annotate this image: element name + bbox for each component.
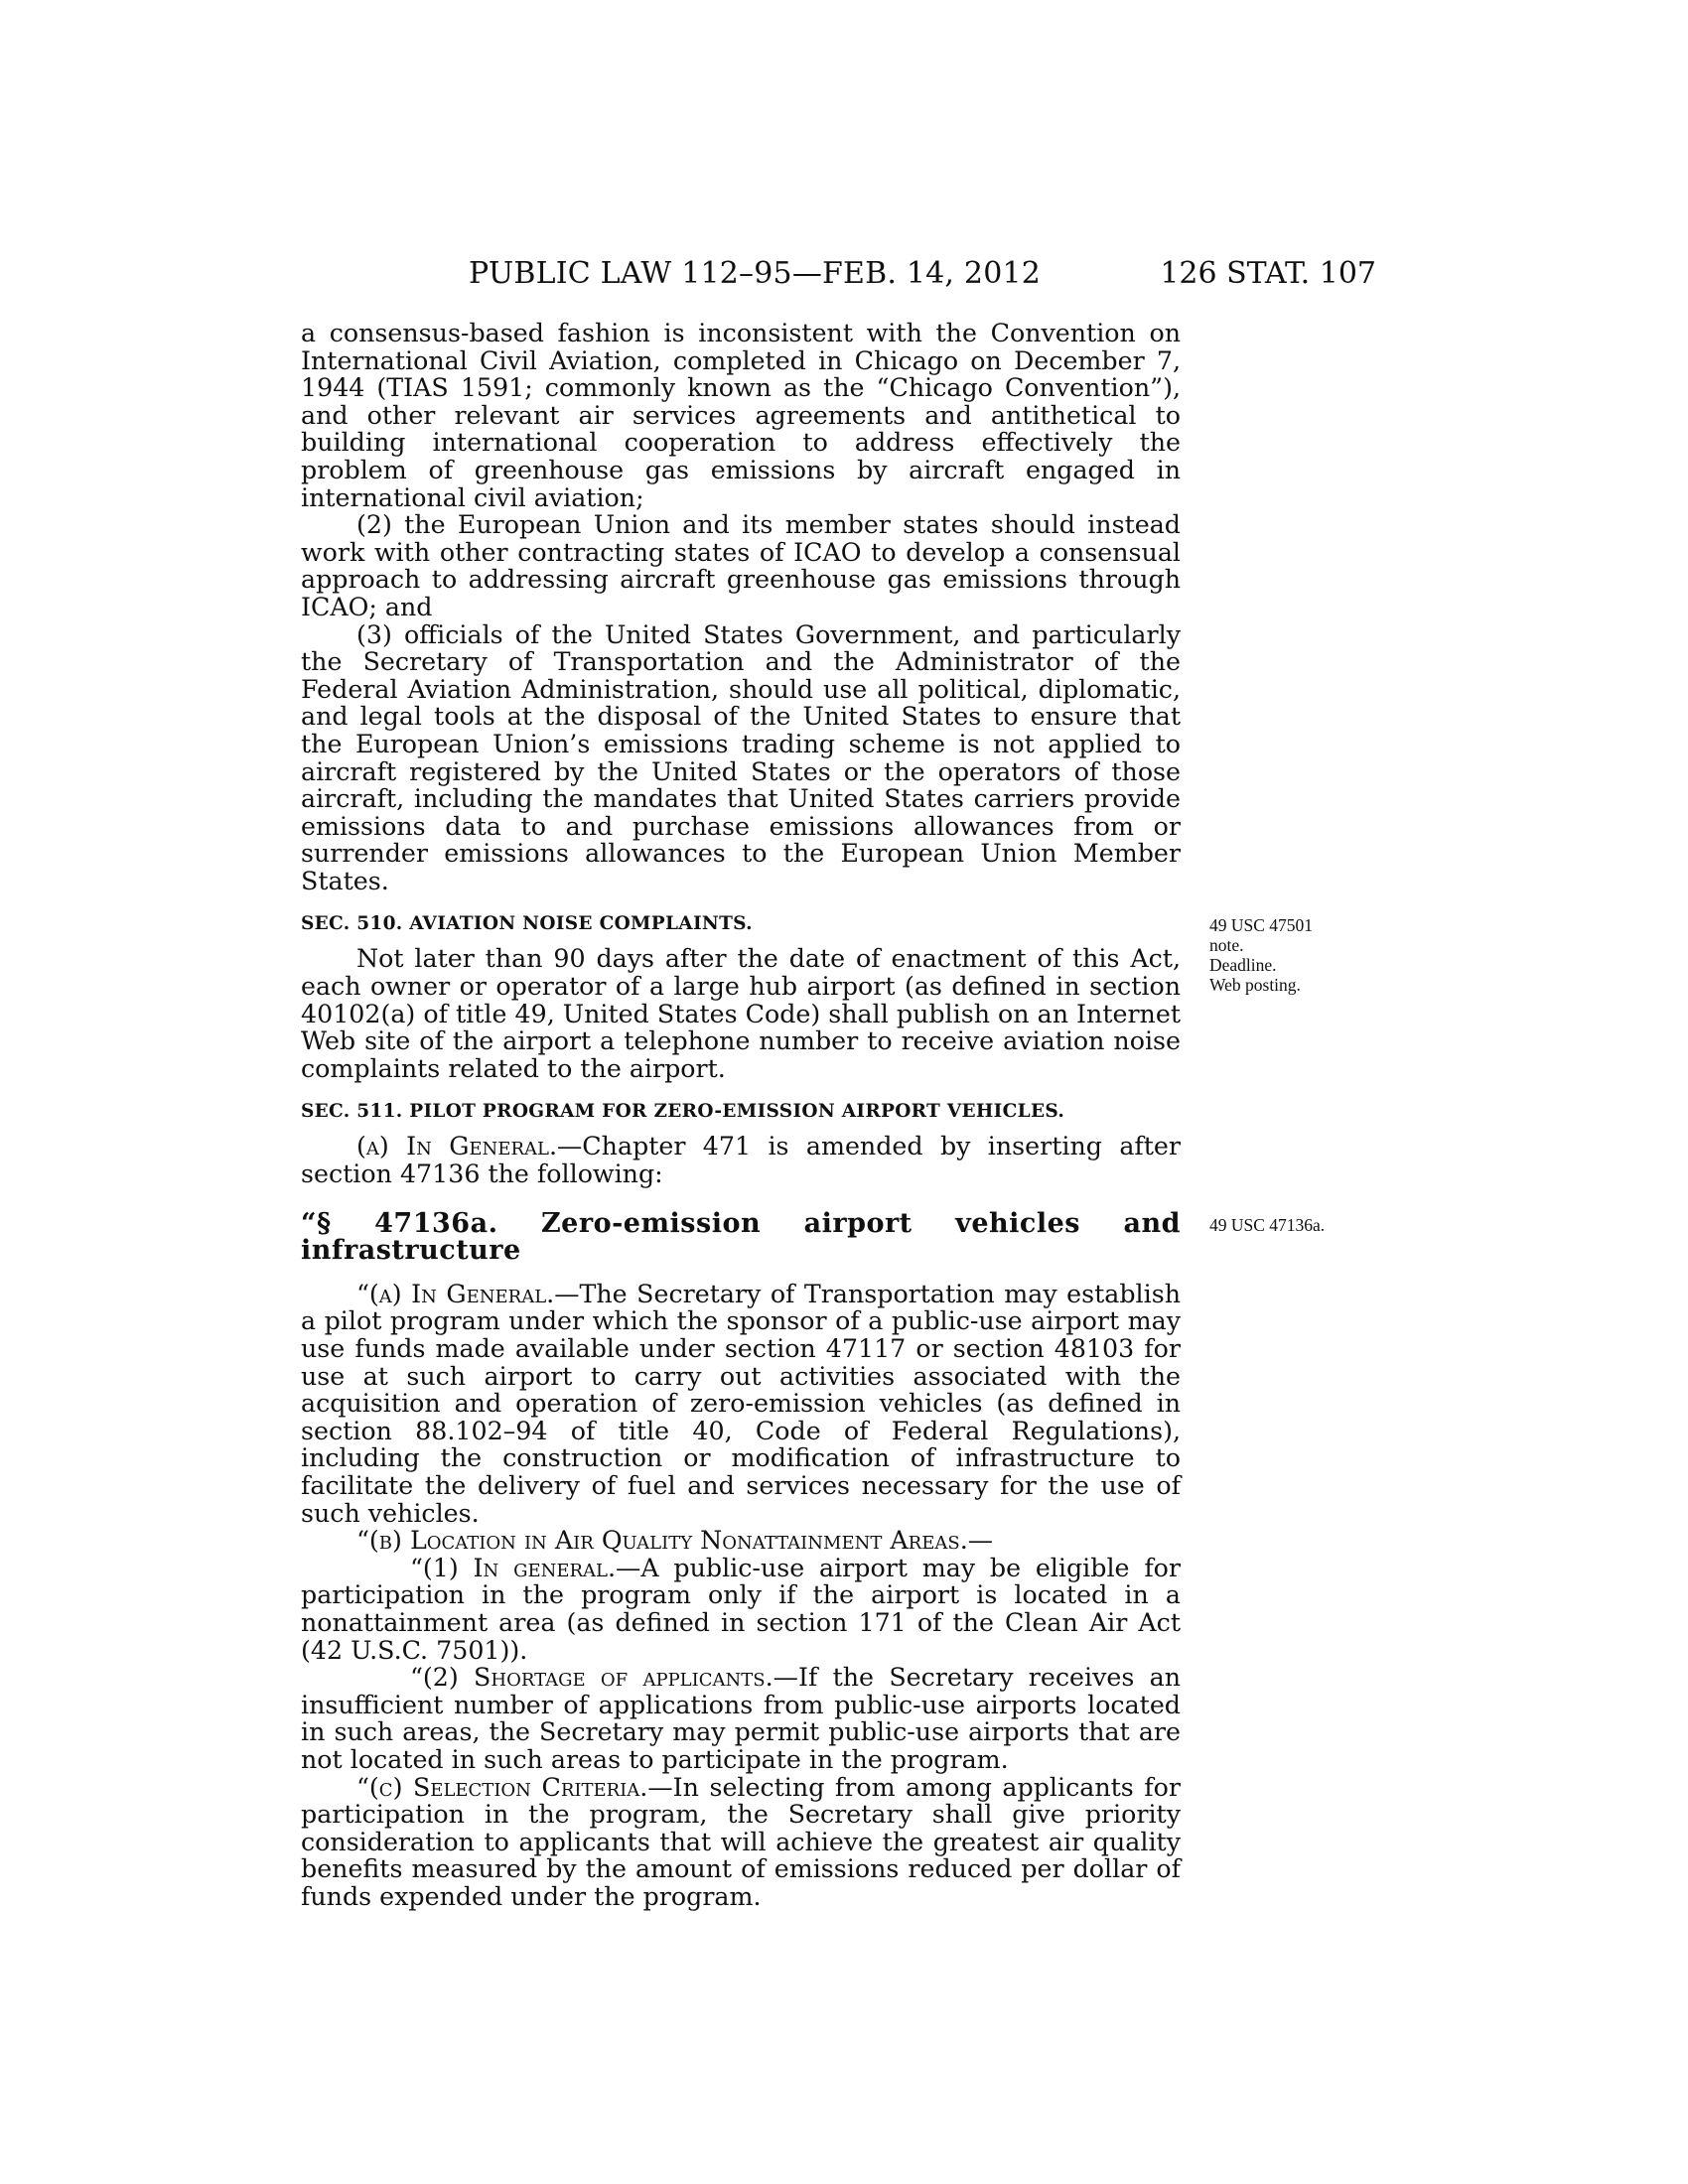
section-511-a [301, 1133, 1181, 1187]
margin-note-note: note. [1209, 935, 1244, 955]
paragraph-3: (3) officials of the United States Government, and particularly the Secretary of Transportation and the Administrator of the Federal Aviation Administration, should use all political, diplomatic, and legal tools at the disposal of the United States to ensure that the European Union’s emissions trading scheme is not applied to aircraft registered by the United States or the operators of those aircraft, including the mandates that United States carriers provide emissions data to and purchase emissions allowances from or surrender emissions allowances to the European Union Member States. [301, 619, 1181, 895]
subsection-b-text: — [967, 1526, 994, 1556]
subsection-b2-label: “(2) Shortage of applicants. [410, 1663, 774, 1693]
subsection-b1-label: “(1) In general. [410, 1553, 617, 1582]
subsection-a-label: “(a) In General. [356, 1279, 555, 1308]
section-511-a-text: —Chapter 471 is amended by inserting after section 47136 the following: [301, 1132, 1181, 1189]
header-title: PUBLIC LAW 112–95—FEB. 14, 2012 [469, 256, 1042, 291]
paragraph-1: a consensus-based fashion is inconsistent with the Convention on International Civil Aviation, completed in Chicago on December 7, 1944 (TIAS 1591; commonly known as the “Chicago Convention”), and other relevant air services agreements and antithetical to building international cooperation to address effectively the problem of greenhouse gas emissions by aircraft engaged in international civil aviation; [301, 319, 1181, 512]
subsection-b2 [301, 1664, 1181, 1773]
subsection-c [301, 1774, 1181, 1911]
header-page-ref: 126 STAT. 107 [1160, 256, 1376, 291]
section-511-heading: SEC. 511. PILOT PROGRAM FOR ZERO-EMISSION AIRPORT VEHICLES. [301, 1101, 1065, 1123]
margin-note-sec-47136a: 49 USC 47136a. [1209, 1215, 1326, 1235]
codified-section-heading: “§ 47136a. Zero-emission airport vehicles and infrastructure [301, 1207, 1181, 1267]
section-511-a-label: (a) In General. [356, 1132, 557, 1161]
page-header [298, 256, 1376, 296]
subsection-b [301, 1527, 1181, 1555]
subsection-c-label: “(c) Selection Criteria. [356, 1772, 648, 1802]
section-510-text: Not later than 90 days after the date of enactment of this Act, each owner or operator of a large hub airport (as defined in section 40102(a) of title 49, United States Code) shall publish on an Internet Web site of the airport a telephone number to receive aviation noise complaints related to the airport. [301, 944, 1181, 1083]
subsection-c-text: —In selecting from among applicants for participation in the program, the Secretary shall give priority consideration to applicants that will achieve the greatest air quality benefits measured by the amount of emissions reduced per dollar of funds expended under the program. [301, 1772, 1181, 1911]
margin-note-citation: 49 USC 47501 [1209, 915, 1314, 935]
subsection-a [301, 1281, 1181, 1527]
paragraph-2: (2) the European Union and its member states should instead work with other contracting states of ICAO to develop a consensual approach to addressing aircraft greenhouse gas emissions through ICAO; and [301, 510, 1181, 621]
margin-note-web-posting: Web posting. [1209, 975, 1301, 995]
margin-note-sec-510 [1209, 915, 1313, 995]
section-510-heading: SEC. 510. AVIATION NOISE COMPLAINTS. [301, 913, 753, 935]
subsection-b2-text: —If the Secretary receives an insufficient number of applications from public-use airports located in such areas, the Secretary may permit public-use airports that are not located in such areas to participate in the program. [301, 1663, 1181, 1774]
subsection-b1 [301, 1555, 1181, 1664]
document-body [301, 320, 1181, 1910]
subsection-a-text: —The Secretary of Transportation may establish a pilot program under which the sponsor of a public-use airport may use funds made available under section 47117 or section 48103 for use at such airport to carry out activities associated with the acquisition and operation of zero-emission vehicles (as defined in section 88.102–94 of title 40, Code of Federal Regulations), including the construction or modification of infrastructure to facilitate the delivery of fuel and services necessary for the use of such vehicles. [301, 1279, 1182, 1528]
subsection-b-label: “(b) Location in Air Quality Nonattainment Areas. [356, 1526, 968, 1556]
subsection-b1-text: —A public-use airport may be eligible for participation in the program only if the airport is located in a nonattainment area (as defined in section 171 of the Clean Air Act (42 U.S.C. 7501)). [301, 1553, 1182, 1665]
margin-note-deadline: Deadline. [1209, 955, 1277, 975]
